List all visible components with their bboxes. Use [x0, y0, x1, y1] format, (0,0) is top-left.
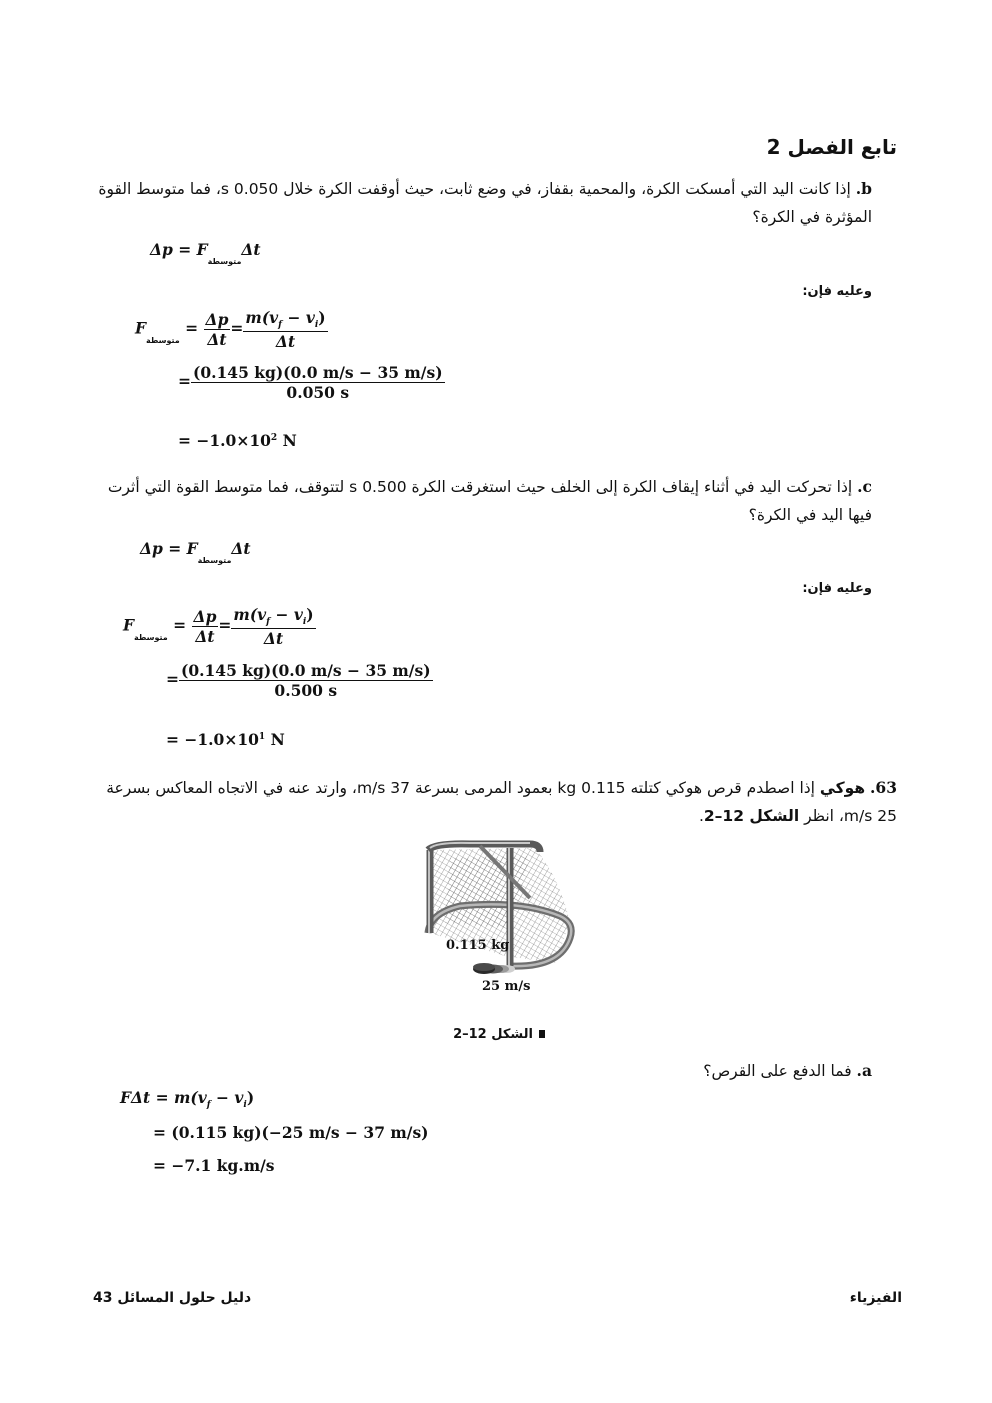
part-b-text: إذا كانت اليد التي أمسكت الكرة، والمحمية بقفاز، في وضع ثابت، حيث أوقفت الكرة خلال 0.050 s، فما متوسط القوة المؤثرة في الكرة؟ [98, 180, 872, 226]
problem-63-label: هوكي [819, 779, 866, 797]
part-a-text: فما الدفع على القرص؟ [703, 1062, 852, 1080]
part-b-substitution: = $\frac{(0.145 kg)(0.0 m/s - 35 m/s)}{0.050 s}$ [178, 363, 443, 402]
part-c-result: = $-1.0\times 10^1$ N [166, 730, 285, 749]
part-b-force-equation: $F_{متوسطة}$ = $\frac{\Delta p}{\Delta t}$ = $\frac{m(v_f - v_i)}{\Delta t}$ [135, 308, 326, 351]
part-b-therefore: وعليه فإن: [802, 284, 872, 299]
footer-page-guide: دليل حلول المسائل 43 [93, 1290, 252, 1306]
part-c-momentum-equation: $\Delta p = F_{متوسطة}\Delta t$ [140, 539, 251, 565]
figure-reference: الشكل 12–2 [703, 807, 800, 825]
part-a-impulse-equation: $F\Delta t = m(v_f - v_i)$ [120, 1088, 255, 1110]
problem-63: 63. هوكي إذا اصطدم قرص هوكي كتلته 0.115 kg بعمود المرمى بسرعة 37 m/s، وارتد عنه في الاتجاه المعاكس بسرعة 25 m/s، انظر الشكل 12–2. [106, 778, 897, 825]
problem-63-text: إذا اصطدم قرص هوكي كتلته 0.115 kg بعمود المرمى بسرعة 37 m/s، وارتد عنه في الاتجاه المعاكس بسرعة 25 m/s، انظر [106, 779, 897, 825]
problem-63-number: 63. [870, 778, 897, 797]
part-c-substitution: = $\frac{(0.145 kg)(0.0 m/s - 35 m/s)}{0.500 s}$ [166, 661, 431, 700]
part-c-force-equation: $F_{متوسطة}$ = $\frac{\Delta p}{\Delta t}$ = $\frac{m(v_f - v_i)}{\Delta t}$ [123, 605, 314, 648]
part-c-therefore: وعليه فإن: [802, 581, 872, 596]
caption-square-icon [539, 1030, 545, 1038]
figure-mass-label: 0.115 kg [446, 938, 510, 953]
part-b-letter: b. [855, 179, 872, 198]
part-a-question [472, 1057, 872, 1085]
part-c-question [92, 473, 872, 529]
figure-speed-label: 25 m/s [482, 979, 531, 994]
part-b-momentum-equation: $\Delta p = F_{متوسطة}\Delta t$ [150, 240, 261, 266]
figure-caption: الشكل 12–2 [445, 1027, 545, 1042]
part-a-letter: a. [856, 1061, 872, 1080]
part-b-question [92, 175, 872, 231]
part-c-letter: c. [857, 477, 872, 496]
part-a-substitution: = (0.115 kg)(−25 m/s − 37 m/s) [153, 1123, 429, 1142]
part-b-result: = $-1.0\times 10^2$ N [178, 431, 297, 450]
part-a-result: = −7.1 kg.m/s [153, 1156, 275, 1175]
footer-subject: الفيزياء [849, 1290, 902, 1306]
part-c-text: إذا تحركت اليد في أثناء إيقاف الكرة إلى الخلف حيث استغرقت الكرة 0.500 s لتتوقف، فما متوسط القوة التي أثرت فيها اليد في الكرة؟ [107, 478, 872, 524]
chapter-heading: تابع الفصل 2 [766, 135, 897, 159]
